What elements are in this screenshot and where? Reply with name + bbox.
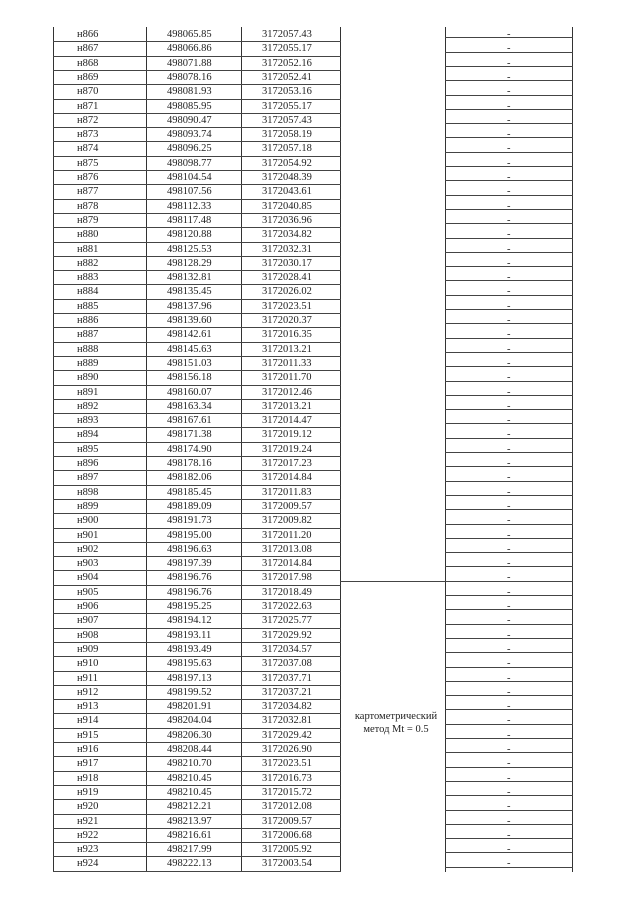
point-id-cell: н903 — [77, 558, 99, 570]
x-coordinate-cell: 498197.13 — [167, 672, 212, 684]
point-id-cell: н914 — [77, 715, 99, 727]
point-id-cell: н882 — [77, 257, 99, 269]
column-divider — [445, 27, 446, 872]
y-coordinate-cell: 3172003.54 — [262, 858, 312, 870]
point-id-cell: н921 — [77, 815, 99, 827]
point-id-cell: н884 — [77, 286, 99, 298]
accuracy-cell: - — [507, 529, 511, 541]
accuracy-cell: - — [507, 343, 511, 355]
x-coordinate-cell: 498195.63 — [167, 658, 212, 670]
accuracy-cell: - — [507, 286, 511, 298]
accuracy-cell: - — [507, 458, 511, 469]
x-coordinate-cell: 498163.34 — [167, 400, 212, 412]
y-coordinate-cell: 3172029.42 — [262, 729, 312, 741]
y-coordinate-cell: 3172036.96 — [262, 214, 312, 226]
accuracy-cell: - — [507, 229, 511, 241]
x-coordinate-cell: 498216.61 — [167, 829, 212, 841]
accuracy-cell: - — [507, 515, 511, 527]
accuracy-cell: - — [507, 157, 511, 169]
x-coordinate-cell: 498222.13 — [167, 858, 212, 870]
y-coordinate-cell: 3172019.12 — [262, 429, 312, 441]
x-coordinate-cell: 498120.88 — [167, 229, 212, 241]
x-coordinate-cell: 498201.91 — [167, 701, 212, 713]
point-id-cell: н872 — [77, 114, 99, 126]
accuracy-cell: - — [507, 801, 511, 813]
y-coordinate-cell: 3172055.17 — [262, 100, 312, 112]
x-coordinate-cell: 498210.45 — [167, 786, 212, 798]
accuracy-cell: - — [507, 744, 511, 755]
point-id-cell: н874 — [77, 143, 99, 155]
y-coordinate-cell: 3172017.98 — [262, 572, 312, 584]
accuracy-cell: - — [507, 500, 511, 512]
y-coordinate-cell: 3172034.82 — [262, 229, 312, 241]
y-coordinate-cell: 3172017.23 — [262, 458, 312, 469]
x-coordinate-cell: 498212.21 — [167, 801, 212, 813]
accuracy-cell: - — [507, 372, 511, 384]
x-coordinate-cell: 498174.90 — [167, 443, 212, 455]
y-coordinate-cell: 3172054.92 — [262, 157, 312, 169]
y-coordinate-cell: 3172037.08 — [262, 658, 312, 670]
accuracy-cell: - — [507, 315, 511, 326]
accuracy-cell: - — [507, 143, 511, 155]
y-coordinate-cell: 3172052.16 — [262, 57, 312, 69]
accuracy-cell: - — [507, 272, 511, 284]
point-id-cell: н907 — [77, 615, 99, 627]
accuracy-cell: - — [507, 43, 511, 55]
y-coordinate-cell: 3172032.31 — [262, 243, 312, 255]
x-coordinate-cell: 498117.48 — [167, 214, 212, 226]
y-coordinate-cell: 3172016.73 — [262, 772, 312, 784]
point-id-cell: н879 — [77, 214, 99, 226]
accuracy-cell: - — [507, 429, 511, 441]
accuracy-cell: - — [507, 486, 511, 498]
accuracy-cell: - — [507, 643, 511, 655]
point-id-cell: н895 — [77, 443, 99, 455]
y-coordinate-cell: 3172012.46 — [262, 386, 312, 398]
point-id-cell: н915 — [77, 729, 99, 741]
y-coordinate-cell: 3172011.83 — [262, 486, 312, 498]
accuracy-cell: - — [507, 300, 511, 312]
y-coordinate-cell: 3172022.63 — [262, 601, 312, 612]
x-coordinate-cell: 498185.45 — [167, 486, 212, 498]
y-coordinate-cell: 3172013.08 — [262, 543, 312, 555]
x-coordinate-cell: 498210.70 — [167, 758, 212, 770]
y-coordinate-cell: 3172018.49 — [262, 586, 312, 598]
point-id-cell: н896 — [77, 458, 99, 469]
method-cell-divider — [340, 581, 446, 582]
accuracy-cell: - — [507, 100, 511, 112]
accuracy-cell: - — [507, 844, 511, 856]
point-id-cell: н878 — [77, 200, 99, 212]
point-id-cell: н906 — [77, 601, 99, 612]
column-divider — [146, 27, 147, 872]
point-id-cell: н902 — [77, 543, 99, 555]
table-border-right — [572, 27, 573, 872]
point-id-cell: н891 — [77, 386, 99, 398]
point-id-cell: н881 — [77, 243, 99, 255]
x-coordinate-cell: 498195.25 — [167, 601, 212, 612]
y-coordinate-cell: 3172037.21 — [262, 686, 312, 698]
point-id-cell: н869 — [77, 71, 99, 83]
y-coordinate-cell: 3172026.02 — [262, 286, 312, 298]
x-coordinate-cell: 498199.52 — [167, 686, 212, 698]
method-label — [346, 710, 446, 736]
point-id-cell: н898 — [77, 486, 99, 498]
x-coordinate-cell: 498171.38 — [167, 429, 212, 441]
y-coordinate-cell: 3172023.51 — [262, 758, 312, 770]
x-coordinate-cell: 498065.85 — [167, 29, 212, 40]
x-coordinate-cell: 498093.74 — [167, 129, 212, 141]
point-id-cell: н920 — [77, 801, 99, 813]
x-coordinate-cell: 498071.88 — [167, 57, 212, 69]
point-id-cell: н893 — [77, 415, 99, 427]
y-coordinate-cell: 3172037.71 — [262, 672, 312, 684]
y-coordinate-cell: 3172020.37 — [262, 315, 312, 326]
accuracy-cell: - — [507, 86, 511, 98]
y-coordinate-cell: 3172034.82 — [262, 701, 312, 713]
y-coordinate-cell: 3172014.47 — [262, 415, 312, 427]
y-coordinate-cell: 3172009.57 — [262, 500, 312, 512]
x-coordinate-cell: 498210.45 — [167, 772, 212, 784]
point-id-cell: н923 — [77, 844, 99, 856]
y-coordinate-cell: 3172057.43 — [262, 29, 312, 40]
column-divider — [241, 27, 242, 872]
y-coordinate-cell: 3172015.72 — [262, 786, 312, 798]
accuracy-cell: - — [507, 615, 511, 627]
y-coordinate-cell: 3172040.85 — [262, 200, 312, 212]
table-border-left — [53, 27, 54, 872]
point-id-cell: н877 — [77, 186, 99, 198]
accuracy-cell: - — [507, 415, 511, 427]
accuracy-cell: - — [507, 858, 511, 870]
point-id-cell: н913 — [77, 701, 99, 713]
point-id-cell: н866 — [77, 29, 99, 40]
point-id-cell: н910 — [77, 658, 99, 670]
x-coordinate-cell: 498193.49 — [167, 643, 212, 655]
y-coordinate-cell: 3172019.24 — [262, 443, 312, 455]
accuracy-cell: - — [507, 329, 511, 341]
x-coordinate-cell: 498128.29 — [167, 257, 212, 269]
column-divider — [340, 27, 341, 872]
accuracy-cell: - — [507, 200, 511, 212]
accuracy-cell: - — [507, 257, 511, 269]
y-coordinate-cell: 3172009.57 — [262, 815, 312, 827]
y-coordinate-cell: 3172013.21 — [262, 343, 312, 355]
x-coordinate-cell: 498107.56 — [167, 186, 212, 198]
x-coordinate-cell: 498137.96 — [167, 300, 212, 312]
x-coordinate-cell: 498125.53 — [167, 243, 212, 255]
x-coordinate-cell: 498085.95 — [167, 100, 212, 112]
point-id-cell: н916 — [77, 744, 99, 755]
accuracy-cell: - — [507, 686, 511, 698]
x-coordinate-cell: 498156.18 — [167, 372, 212, 384]
point-id-cell: н870 — [77, 86, 99, 98]
point-id-cell: н919 — [77, 786, 99, 798]
accuracy-cell: - — [507, 29, 511, 40]
accuracy-cell: - — [507, 658, 511, 670]
y-coordinate-cell: 3172052.41 — [262, 71, 312, 83]
y-coordinate-cell: 3172009.82 — [262, 515, 312, 527]
point-id-cell: н888 — [77, 343, 99, 355]
accuracy-cell: - — [507, 829, 511, 841]
y-coordinate-cell: 3172005.92 — [262, 844, 312, 856]
x-coordinate-cell: 498151.03 — [167, 357, 212, 369]
point-id-cell: н880 — [77, 229, 99, 241]
point-id-cell: н885 — [77, 300, 99, 312]
y-coordinate-cell: 3172028.41 — [262, 272, 312, 284]
point-id-cell: н918 — [77, 772, 99, 784]
point-id-cell: н875 — [77, 157, 99, 169]
y-coordinate-cell: 3172016.35 — [262, 329, 312, 341]
x-coordinate-cell: 498078.16 — [167, 71, 212, 83]
accuracy-cell: - — [507, 629, 511, 641]
point-id-cell: н883 — [77, 272, 99, 284]
point-id-cell: н889 — [77, 357, 99, 369]
x-coordinate-cell: 498090.47 — [167, 114, 212, 126]
x-coordinate-cell: 498135.45 — [167, 286, 212, 298]
point-id-cell: н904 — [77, 572, 99, 584]
point-id-cell: н908 — [77, 629, 99, 641]
accuracy-cell: - — [507, 57, 511, 69]
accuracy-cell: - — [507, 443, 511, 455]
accuracy-cell: - — [507, 729, 511, 741]
y-coordinate-cell: 3172025.77 — [262, 615, 312, 627]
accuracy-cell: - — [507, 758, 511, 770]
x-coordinate-cell: 498160.07 — [167, 386, 212, 398]
point-id-cell: н876 — [77, 172, 99, 183]
accuracy-cell: - — [507, 71, 511, 83]
point-id-cell: н909 — [77, 643, 99, 655]
accuracy-cell: - — [507, 214, 511, 226]
point-id-cell: н917 — [77, 758, 99, 770]
x-coordinate-cell: 498204.04 — [167, 715, 212, 727]
y-coordinate-cell: 3172011.33 — [262, 357, 312, 369]
x-coordinate-cell: 498206.30 — [167, 729, 212, 741]
x-coordinate-cell: 498213.97 — [167, 815, 212, 827]
point-id-cell: н887 — [77, 329, 99, 341]
point-id-cell: н899 — [77, 500, 99, 512]
accuracy-cell: - — [507, 114, 511, 126]
x-coordinate-cell: 498193.11 — [167, 629, 212, 641]
x-coordinate-cell: 498195.00 — [167, 529, 212, 541]
point-id-cell: н892 — [77, 400, 99, 412]
x-coordinate-cell: 498081.93 — [167, 86, 212, 98]
point-id-cell: н922 — [77, 829, 99, 841]
point-id-cell: н905 — [77, 586, 99, 598]
point-id-cell: н897 — [77, 472, 99, 484]
method-label-line-1: картометрический — [354, 711, 438, 722]
accuracy-cell: - — [507, 572, 511, 584]
point-id-cell: н912 — [77, 686, 99, 698]
x-coordinate-cell: 498194.12 — [167, 615, 212, 627]
y-coordinate-cell: 3172014.84 — [262, 472, 312, 484]
x-coordinate-cell: 498142.61 — [167, 329, 212, 341]
accuracy-cell: - — [507, 601, 511, 612]
x-coordinate-cell: 498208.44 — [167, 744, 212, 755]
y-coordinate-cell: 3172057.43 — [262, 114, 312, 126]
y-coordinate-cell: 3172006.68 — [262, 829, 312, 841]
accuracy-cell: - — [507, 386, 511, 398]
accuracy-cell: - — [507, 172, 511, 183]
point-id-cell: н890 — [77, 372, 99, 384]
y-coordinate-cell: 3172011.20 — [262, 529, 312, 541]
x-coordinate-cell: 498112.33 — [167, 200, 212, 212]
x-coordinate-cell: 498066.86 — [167, 43, 212, 55]
point-id-cell: н867 — [77, 43, 99, 55]
y-coordinate-cell: 3172026.90 — [262, 744, 312, 755]
y-coordinate-cell: 3172014.84 — [262, 558, 312, 570]
accuracy-cell: - — [507, 129, 511, 141]
y-coordinate-cell: 3172012.08 — [262, 801, 312, 813]
y-coordinate-cell: 3172055.17 — [262, 43, 312, 55]
y-coordinate-cell: 3172030.17 — [262, 257, 312, 269]
accuracy-cell: - — [507, 543, 511, 555]
y-coordinate-cell: 3172053.16 — [262, 86, 312, 98]
y-coordinate-cell: 3172023.51 — [262, 300, 312, 312]
x-coordinate-cell: 498196.76 — [167, 586, 212, 598]
point-id-cell: н886 — [77, 315, 99, 326]
x-coordinate-cell: 498191.73 — [167, 515, 212, 527]
x-coordinate-cell: 498139.60 — [167, 315, 212, 326]
x-coordinate-cell: 498217.99 — [167, 844, 212, 856]
accuracy-cell: - — [507, 815, 511, 827]
coordinates-table — [53, 27, 573, 872]
point-id-cell: н924 — [77, 858, 99, 870]
x-coordinate-cell: 498167.61 — [167, 415, 212, 427]
point-id-cell: н894 — [77, 429, 99, 441]
method-label-line-2: метод Mt = 0.5 — [363, 724, 429, 735]
y-coordinate-cell: 3172011.70 — [262, 372, 312, 384]
accuracy-cell: - — [507, 715, 511, 727]
accuracy-cell: - — [507, 672, 511, 684]
point-id-cell: н900 — [77, 515, 99, 527]
x-coordinate-cell: 498197.39 — [167, 558, 212, 570]
y-coordinate-cell: 3172058.19 — [262, 129, 312, 141]
y-coordinate-cell: 3172057.18 — [262, 143, 312, 155]
accuracy-cell: - — [507, 701, 511, 713]
row-divider — [53, 871, 341, 872]
x-coordinate-cell: 498096.25 — [167, 143, 212, 155]
point-id-cell: н871 — [77, 100, 99, 112]
x-coordinate-cell: 498098.77 — [167, 157, 212, 169]
y-coordinate-cell: 3172034.57 — [262, 643, 312, 655]
accuracy-cell: - — [507, 586, 511, 598]
y-coordinate-cell: 3172029.92 — [262, 629, 312, 641]
x-coordinate-cell: 498132.81 — [167, 272, 212, 284]
x-coordinate-cell: 498104.54 — [167, 172, 212, 183]
y-coordinate-cell: 3172032.81 — [262, 715, 312, 727]
accuracy-cell: - — [507, 186, 511, 198]
x-coordinate-cell: 498182.06 — [167, 472, 212, 484]
accuracy-cell: - — [507, 786, 511, 798]
x-coordinate-cell: 498196.63 — [167, 543, 212, 555]
point-id-cell: н873 — [77, 129, 99, 141]
point-id-cell: н901 — [77, 529, 99, 541]
accuracy-cell: - — [507, 772, 511, 784]
accuracy-cell: - — [507, 400, 511, 412]
point-id-cell: н911 — [77, 672, 98, 684]
accuracy-cell: - — [507, 243, 511, 255]
x-coordinate-cell: 498196.76 — [167, 572, 212, 584]
x-coordinate-cell: 498189.09 — [167, 500, 212, 512]
accuracy-cell: - — [507, 472, 511, 484]
y-coordinate-cell: 3172043.61 — [262, 186, 312, 198]
x-coordinate-cell: 498145.63 — [167, 343, 212, 355]
accuracy-cell: - — [507, 558, 511, 570]
x-coordinate-cell: 498178.16 — [167, 458, 212, 469]
accuracy-cell: - — [507, 357, 511, 369]
y-coordinate-cell: 3172013.21 — [262, 400, 312, 412]
point-id-cell: н868 — [77, 57, 99, 69]
y-coordinate-cell: 3172048.39 — [262, 172, 312, 183]
